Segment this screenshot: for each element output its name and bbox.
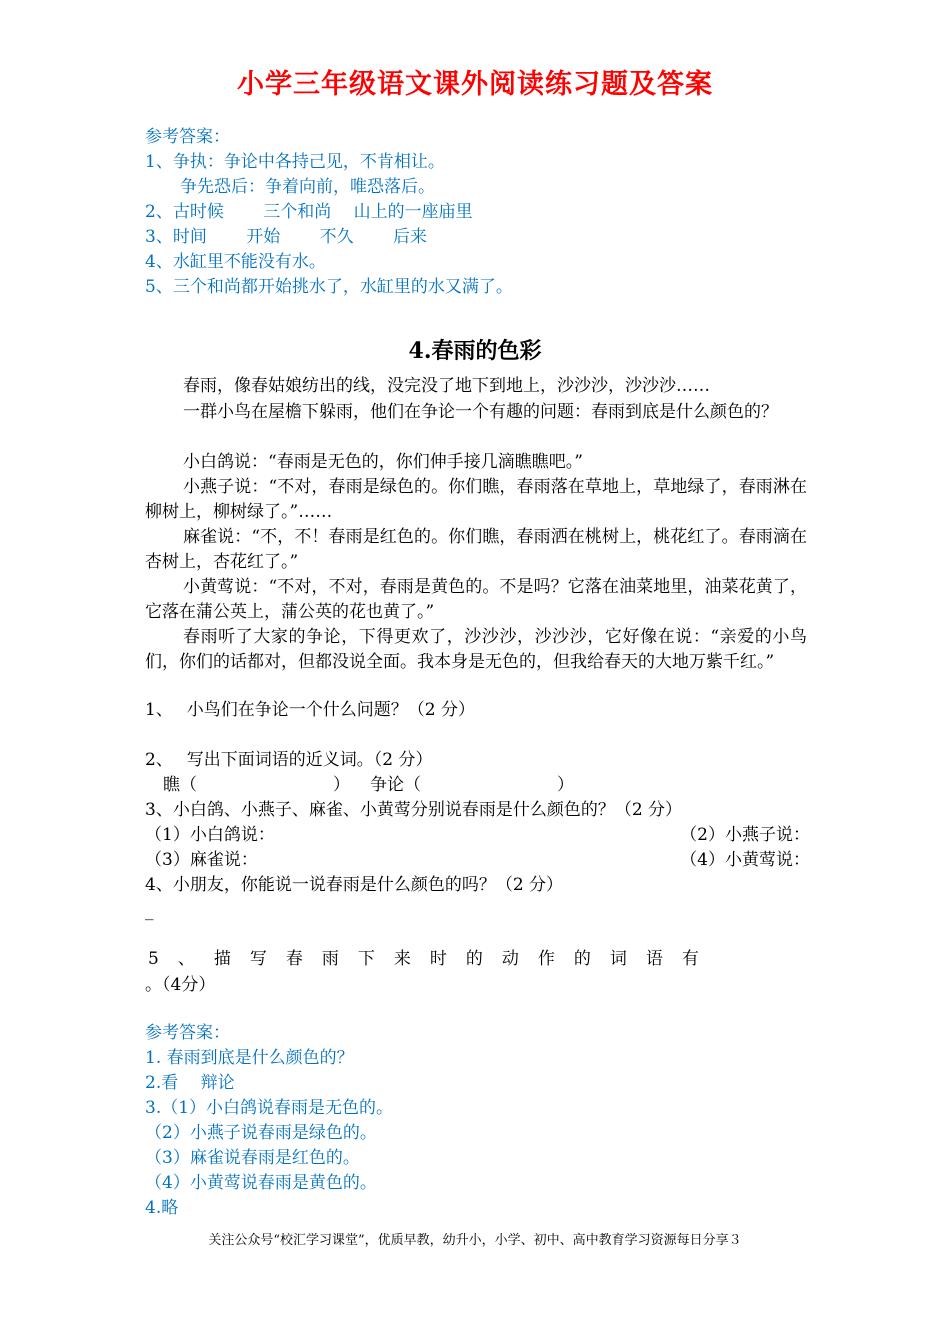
question-3-item-4: （4）小黄莺说： <box>680 850 810 870</box>
answers1-line-6: 5、三个和尚都开始挑水了，水缸里的水又满了。 <box>145 277 513 297</box>
answers2-line-2: 2.看 辩论 <box>145 1073 235 1093</box>
answers1-line-3: 2、古时候 三个和尚 山上的一座庙里 <box>145 202 473 222</box>
story-paragraph-4: 小燕子说：“不对，春雨是绿色的。你们瞧，春雨落在草地上，草地绿了，春雨淋在柳树上，柳树绿了。”…… <box>145 477 807 522</box>
story-paragraph-7: 春雨听了大家的争论，下得更欢了，沙沙沙，沙沙沙，它好像在说：“亲爱的小鸟们，你们的话都对，但都没说全面。我本身是无色的，但我给春天的大地万紫千红。” <box>145 627 807 672</box>
story-paragraph-1: 春雨，像春姑娘纺出的线，没完没了地下到地上，沙沙沙，沙沙沙…… <box>183 376 710 396</box>
question-3-item-2: （2）小燕子说： <box>680 825 810 845</box>
answers2-line-4: （2）小燕子说春雨是绿色的。 <box>145 1123 377 1143</box>
question-2-word-b: 争论（ ） <box>370 775 574 795</box>
question-1: 1、 小鸟们在争论一个什么问题？（2 分） <box>145 700 475 720</box>
story-paragraph-2: 一群小鸟在屋檐下躲雨，他们在争论一个有趣的问题：春雨到底是什么颜色的？ <box>183 402 778 422</box>
question-5-score: 。（4分） <box>145 975 216 995</box>
question-5: 5、描写春雨下来时的动作的词语有 <box>148 949 718 969</box>
answers2-line-3: 3.（1）小白鸽说春雨是无色的。 <box>145 1098 394 1118</box>
story-paragraph-5: 麻雀说：“不，不！春雨是红色的。你们瞧，春雨洒在桃树上，桃花红了。春雨滴在杏树上，杏花红了。” <box>145 527 807 572</box>
page-footer: 关注公众号“校汇学习课堂”，优质早教，幼升小，小学、初中、高中教育学习资源每日分享３ <box>208 1233 742 1248</box>
answers2-line-7: 4.略 <box>145 1198 179 1218</box>
story-title: 4.春雨的色彩 <box>408 338 542 364</box>
answers1-heading: 参考答案： <box>145 127 230 147</box>
question-4: 4、小朋友，你能说一说春雨是什么颜色的吗？（2 分） <box>145 875 564 895</box>
answers2-line-1: 1. 春雨到底是什么颜色的？ <box>145 1048 354 1068</box>
story-paragraph-3: 小白鸽说：“春雨是无色的，你们伸手接几滴瞧瞧吧。” <box>183 452 583 472</box>
answers1-line-4: 3、时间 开始 不久 后来 <box>145 227 428 247</box>
document-title: 小学三年级语文课外阅读练习题及答案 <box>237 69 713 100</box>
answers2-line-6: （4）小黄莺说春雨是黄色的。 <box>145 1173 377 1193</box>
answers1-line-1: 1、争执：争论中各持己见，不肯相让。 <box>145 152 445 172</box>
question-3: 3、小白鸽、小燕子、麻雀、小黄莺分别说春雨是什么颜色的？（2 分） <box>145 800 683 820</box>
answers1-line-2: 争先恐后：争着向前，唯恐落后。 <box>180 177 435 197</box>
question-4-blank: _ <box>145 901 154 921</box>
question-2: 2、 写出下面词语的近义词。（2 分） <box>145 750 433 770</box>
question-2-word-a: 瞧（ ） <box>163 775 350 795</box>
answers2-heading: 参考答案： <box>145 1023 230 1043</box>
answers1-line-5: 4、水缸里不能没有水。 <box>145 252 326 272</box>
question-3-item-1: （1）小白鸽说： <box>145 825 275 845</box>
answers2-line-5: （3）麻雀说春雨是红色的。 <box>145 1148 360 1168</box>
story-paragraph-6: 小黄莺说：“不对，不对，春雨是黄色的。不是吗？它落在油菜地里，油菜花黄了，它落在蒲公英上，蒲公英的花也黄了。” <box>145 577 807 622</box>
question-3-item-3: （3）麻雀说： <box>145 850 258 870</box>
